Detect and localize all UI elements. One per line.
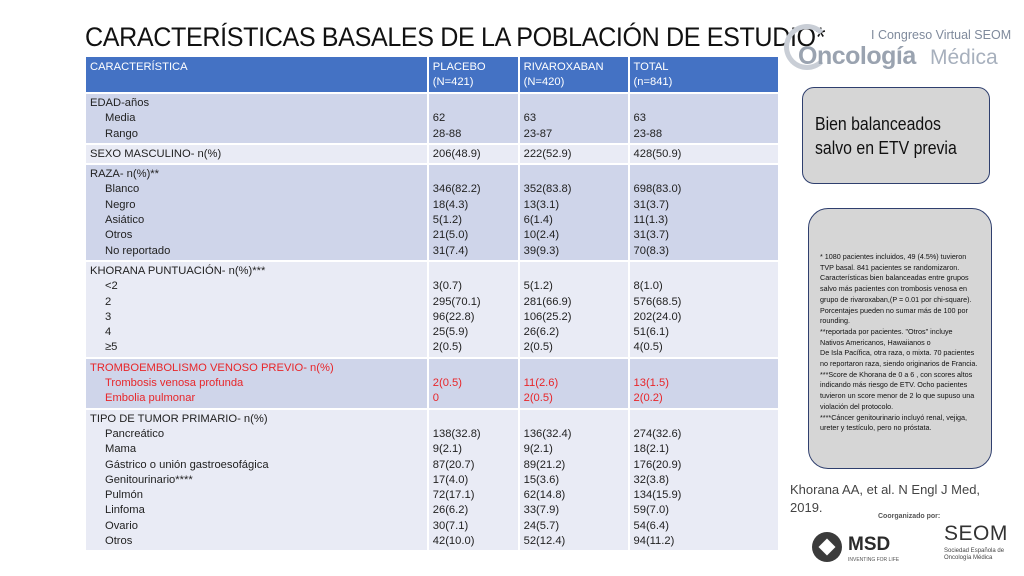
rivaroxaban-cell: 136(32.4) 9(2.1) 89(21.2) 15(3.6) 62(14.8) 33(7.9) 24(5.7) 52(12.4) [519, 409, 629, 552]
logo-medica-text: Médica [930, 46, 998, 69]
footnote-line: Nativos Americanos, Hawaiianos o [820, 337, 931, 347]
baseline-characteristics-table [84, 55, 780, 552]
row-label: EDAD-años Media Rango [85, 93, 428, 144]
logo-congreso-text: I Congreso Virtual SEOM [871, 28, 1012, 42]
summary-callout [802, 87, 990, 184]
placebo-cell: 138(32.8) 9(2.1) 87(20.7) 17(4.0) 72(17.1) 26(6.2) 30(7.1) 42(10.0) [428, 409, 519, 552]
row-label: TROMBOEMBOLISMO VENOSO PREVIO- n(%) Trombosis venosa profunda Embolia pulmonar [85, 358, 428, 409]
citation [790, 481, 980, 517]
total-cell: 274(32.6) 18(2.1) 176(20.9) 32(3.8) 134(15.9) 59(7.0) 54(6.4) 94(11.2) [629, 409, 780, 552]
placebo-cell: 346(82.2) 18(4.3) 5(1.2) 21(5.0) 31(7.4) [428, 164, 519, 261]
footnote-line: **reportada por pacientes. "Otros" incluye [820, 326, 953, 336]
footnote-line: Características bien balanceadas entre grupos [820, 273, 969, 283]
msd-logo [812, 526, 908, 570]
footnote-line: tuvieron un score menor de 2 lo que supuso una [820, 391, 975, 401]
row-label: RAZA- n(%)** Blanco Negro Asiático Otros No reportado [85, 164, 428, 261]
header-placebo: PLACEBO (N=421) [428, 56, 519, 93]
summary-line: Bien balanceados [815, 114, 941, 134]
seom-logo-text: SEOM [944, 522, 1008, 545]
citation-line: 2019. [790, 500, 823, 515]
footnote-line: no reportaron raza, siendo originarios de Francia. [820, 359, 978, 369]
table-row-raza [85, 164, 779, 261]
header-caracteristica: CARACTERÍSTICA [85, 56, 428, 93]
rivaroxaban-cell: 352(83.8) 13(3.1) 6(1.4) 10(2.4) 39(9.3) [519, 164, 629, 261]
footnotes-callout [808, 208, 992, 469]
table-row-tumor [85, 409, 779, 552]
table-header-row [85, 56, 779, 93]
rivaroxaban-cell: 5(1.2) 281(66.9) 106(25.2) 26(6.2) 2(0.5) [519, 261, 629, 358]
coorganizado-label: Coorganizado por: [878, 513, 941, 520]
footnote-line: grupo de rivaroxaban,(P = 0.01 por chi-square). [820, 294, 972, 304]
total-cell: 8(1.0) 576(68.5) 202(24.0) 51(6.1) 4(0.5) [629, 261, 780, 358]
rivaroxaban-cell: 63 23-87 [519, 93, 629, 144]
footnote-line: Porcentajes pueden no sumar más de 100 por [820, 305, 968, 315]
footnote-line: ureter y testículo, pero no próstata. [820, 423, 932, 433]
congress-logo [778, 20, 1018, 80]
table-row-khorana [85, 261, 779, 358]
seom-logo [944, 522, 1024, 572]
table-row-tev [85, 358, 779, 409]
placebo-cell: 3(0.7) 295(70.1) 96(22.8) 25(5.9) 2(0.5) [428, 261, 519, 358]
total-cell: 13(1.5) 2(0.2) [629, 358, 780, 409]
row-label: TIPO DE TUMOR PRIMARIO- n(%) Pancreático Mama Gástrico o unión gastroesofágica Genitourinario**** Pulmón Linfoma Ovario Otros [85, 409, 428, 552]
placebo-cell: 206(48.9) [428, 144, 519, 164]
summary-line: salvo en ETV previa [815, 138, 957, 158]
footnote-line: salvo más pacientes con trombosis venosa en [820, 284, 968, 294]
header-rivaroxaban: RIVAROXABAN (N=420) [519, 56, 629, 93]
total-cell: 63 23-88 [629, 93, 780, 144]
footnote-line: ****Cáncer genitourinario incluyó renal, vejiga, [820, 412, 968, 422]
table-row-sexo [85, 144, 779, 164]
footnote-line: violación del protocolo. [820, 401, 894, 411]
footnote-line: TVP basal. 841 pacientes se randomizaron. [820, 262, 960, 272]
footnote-line: ***Score de Khorana de 0 a 6 , con scores altos [820, 369, 973, 379]
total-cell: 428(50.9) [629, 144, 780, 164]
row-label: SEXO MASCULINO- n(%) [85, 144, 428, 164]
row-label: KHORANA PUNTUACIÓN- n(%)*** <2 2 3 4 ≥5 [85, 261, 428, 358]
msd-logo-text: MSD [848, 534, 891, 555]
slide-title: CARACTERÍSTICAS BASALES DE LA POBLACIÓN DE ESTUDIO* [85, 22, 826, 52]
footnote-line: De Isla Pacífica, otra raza, o mixta. 70 pacientes [820, 348, 975, 358]
header-total: TOTAL (n=841) [629, 56, 780, 93]
footnote-line: * 1080 pacientes incluidos, 49 (4.5%) tuvieron [820, 252, 967, 261]
footnote-line: indicando más riesgo de ETV. Ocho pacientes [820, 380, 968, 390]
citation-line: Khorana AA, et al. N Engl J Med, [790, 482, 981, 497]
seom-logo-subtitle: Sociedad Española de Oncología Médica [944, 548, 1005, 561]
msd-mark-icon [812, 532, 842, 562]
total-cell: 698(83.0) 31(3.7) 11(1.3) 31(3.7) 70(8.3) [629, 164, 780, 261]
msd-tagline: INVENTING FOR LIFE [848, 557, 900, 563]
rivaroxaban-cell: 222(52.9) [519, 144, 629, 164]
footnote-line: rounding. [820, 316, 850, 326]
placebo-cell: 2(0.5) 0 [428, 358, 519, 409]
rivaroxaban-cell: 11(2.6) 2(0.5) [519, 358, 629, 409]
table-row-edad [85, 93, 779, 144]
logo-onco-text: Oncología [798, 42, 916, 70]
placebo-cell: 62 28-88 [428, 93, 519, 144]
